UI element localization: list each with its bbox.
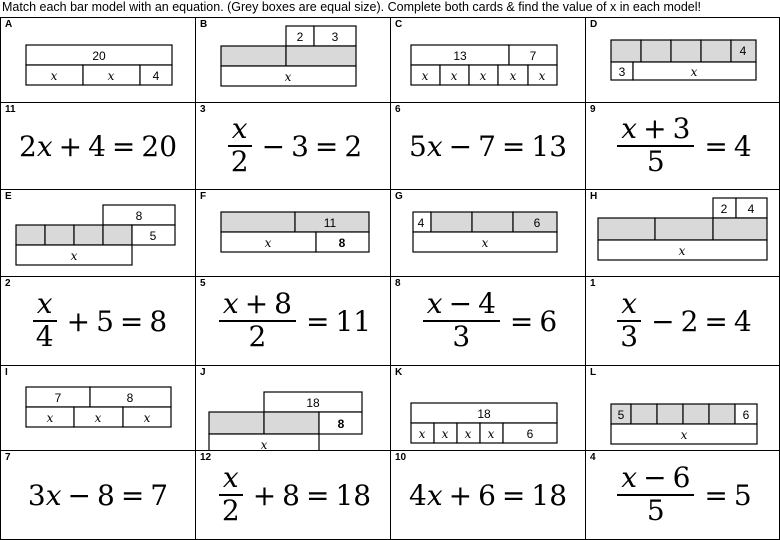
bar-value: 11 (323, 216, 337, 230)
card-9[interactable] (585, 102, 780, 190)
card-6[interactable] (390, 102, 586, 190)
bar-x: x (450, 69, 458, 83)
bar-model-B (196, 18, 391, 103)
equation: 5 x − 7 = 13 (408, 129, 568, 163)
equation: $\frac{x}{4}$ + 5 = 8 (1, 277, 195, 365)
card-1[interactable] (585, 276, 780, 366)
card-label: J (200, 367, 206, 378)
card-label: 8 (395, 278, 401, 289)
card-label: A (5, 19, 13, 30)
bar-x: x (46, 411, 54, 425)
bar-value: 13 (453, 49, 467, 63)
equation: $\frac{x + 3}{5}$ = 4 (586, 103, 779, 189)
equation: $\frac{x + 8}{2}$ = 11 (196, 277, 390, 365)
bar-value: 18 (306, 396, 320, 410)
card-label: 3 (200, 104, 206, 115)
equation: 4 x + 6 = 18 (408, 478, 568, 512)
card-12[interactable] (195, 450, 391, 540)
card-label: 7 (5, 452, 11, 463)
card-H[interactable] (585, 189, 780, 277)
bar-value: 8 (337, 417, 345, 431)
bar-model-A (1, 18, 196, 103)
bar-x: x (50, 69, 58, 83)
bar-x: x (143, 411, 151, 425)
bar-x: x (487, 427, 495, 441)
card-label: 11 (5, 104, 16, 115)
bar-x: x (464, 427, 472, 441)
card-label: B (200, 19, 208, 30)
bar-x: x (678, 244, 686, 258)
bar-x: x (509, 69, 517, 83)
card-E[interactable] (0, 189, 196, 277)
card-grid (0, 17, 780, 540)
bar-x: x (479, 69, 487, 83)
bar-x: x (260, 438, 268, 452)
bar-value: 3 (618, 65, 626, 79)
bar-value: 8 (135, 209, 143, 223)
bar-value: 2 (296, 30, 304, 44)
equation: $\frac{x}{2}$ − 3 = 2 (196, 103, 390, 189)
bar-x: x (680, 428, 688, 442)
card-B[interactable] (195, 17, 391, 103)
card-2[interactable] (0, 276, 196, 366)
card-F[interactable] (195, 189, 391, 277)
card-5[interactable] (195, 276, 391, 366)
bar-x: x (421, 69, 429, 83)
card-label: L (590, 367, 597, 378)
bar-model-H (586, 190, 780, 277)
bar-model-K (391, 366, 586, 451)
bar-model-I (1, 366, 196, 451)
bar-value: 7 (54, 391, 62, 405)
bar-value: 6 (526, 427, 534, 441)
card-label: K (395, 367, 403, 378)
bar-value: 5 (617, 408, 625, 422)
card-label: H (590, 191, 598, 202)
bar-x: x (264, 236, 272, 250)
bar-total: 18 (477, 407, 491, 421)
card-label: 2 (5, 278, 11, 289)
bar-model-F (196, 190, 391, 277)
card-label: C (395, 19, 403, 30)
bar-x: x (538, 69, 546, 83)
bar-model-L (586, 366, 780, 451)
card-7[interactable] (0, 450, 196, 540)
bar-x: x (441, 427, 449, 441)
bar-x: x (107, 69, 115, 83)
instructions: Match each bar model with an equation. (Grey boxes are equal size). Complete both cards & find the value of x in each model! (2, 0, 701, 14)
bar-model-C (391, 18, 586, 103)
bar-x: x (284, 70, 292, 84)
card-label: 10 (395, 452, 407, 463)
card-11[interactable] (0, 102, 196, 190)
bar-x: x (690, 65, 698, 79)
card-3[interactable] (195, 102, 391, 190)
card-10[interactable] (390, 450, 586, 540)
card-label: 5 (200, 278, 206, 289)
equation: $\frac{x - 4}{3}$ = 6 (391, 277, 585, 365)
card-G[interactable] (390, 189, 586, 277)
bar-value: 4 (417, 216, 425, 230)
card-A[interactable] (0, 17, 196, 103)
equation: $\frac{x}{3}$ − 2 = 4 (586, 277, 779, 365)
card-I[interactable] (0, 365, 196, 451)
bar-value: 8 (338, 236, 346, 250)
equation: 2 x + 4 = 20 (18, 129, 178, 163)
card-8[interactable] (390, 276, 586, 366)
bar-model-J (196, 366, 391, 451)
equation: $\frac{x - 6}{5}$ = 5 (586, 451, 779, 539)
bar-value: 8 (126, 391, 134, 405)
bar-value: 3 (331, 30, 339, 44)
bar-total: 20 (92, 49, 106, 63)
card-label: D (590, 19, 598, 30)
bar-value: 2 (720, 202, 728, 216)
bar-value: 7 (529, 49, 537, 63)
bar-x: x (94, 411, 102, 425)
bar-x: x (418, 427, 426, 441)
card-label: F (200, 191, 207, 202)
card-K[interactable] (390, 365, 586, 451)
bar-value: 6 (533, 216, 541, 230)
bar-value: 4 (739, 44, 747, 58)
bar-value: 4 (747, 202, 755, 216)
bar-value: 5 (149, 229, 157, 243)
card-label: 4 (590, 452, 596, 463)
card-label: 9 (590, 104, 596, 115)
card-D[interactable] (585, 17, 780, 103)
card-label: 6 (395, 104, 401, 115)
card-label: G (395, 191, 403, 202)
bar-x: x (481, 236, 489, 250)
card-label: 12 (200, 452, 212, 463)
equation: 3 x − 8 = 7 (27, 478, 169, 512)
bar-model-G (391, 190, 586, 277)
card-label: 1 (590, 278, 596, 289)
card-4[interactable] (585, 450, 780, 540)
card-label: E (5, 191, 12, 202)
card-label: I (5, 367, 8, 378)
card-J[interactable] (195, 365, 391, 451)
bar-x: x (70, 249, 78, 263)
bar-model-D (586, 18, 780, 103)
equation: $\frac{x}{2}$ + 8 = 18 (196, 451, 390, 539)
card-L[interactable] (585, 365, 780, 451)
card-C[interactable] (390, 17, 586, 103)
bar-value: 4 (152, 69, 160, 83)
bar-model-E (1, 190, 196, 277)
bar-value: 6 (742, 408, 750, 422)
